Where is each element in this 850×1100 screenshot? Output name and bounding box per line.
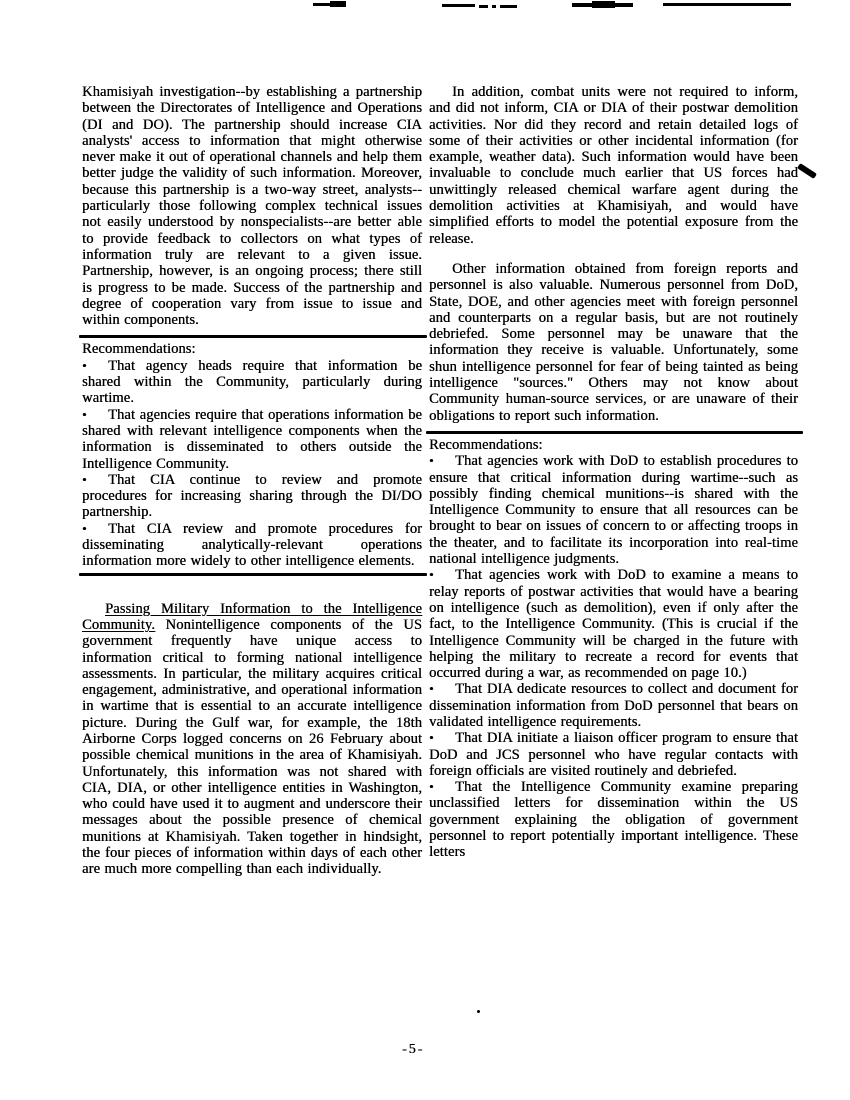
bullet-icon: • — [82, 471, 87, 487]
recommendation-item — [429, 681, 798, 730]
scan-mark — [442, 4, 475, 7]
scan-mark — [330, 1, 346, 7]
bullet-icon: • — [429, 779, 434, 795]
recommendation-text: That agencies work with DoD to establish procedures to ensure that critical information during wartime--such as possibly finding chemical munitions--is shared with the Intelligence Community to ensure that all resources can be brought to bear on issues of concern to or affecting troops in the theater, and to facilitate its incorporation into real-time national intelligence judgments. — [429, 453, 798, 568]
divider-line — [426, 431, 803, 434]
section-body: Nonintelligence components of the US government frequently have unique access to information critical to forming national intelligence assessments. In particular, the military acquires critical engagement, administrative, and operational information in wartime that is essential to an accurate intelligence picture. During the Gulf war, for example, the 18th Airborne Corps logged concerns on 26 February about possible chemical munitions in the area of Khamisiyah. Unfortunately, this information was not shared with CIA, DIA, or other intelligence entities in Washington, who could have used it to augment and underscore their messages about the possible presence of chemical munitions at Khamisiyah. Taken together in hindsight, the four pieces of information within days of each other are much more compelling than each individually. — [82, 616, 422, 878]
divider-line — [79, 335, 427, 338]
recommendation-text: That CIA continue to review and promote procedures for increasing sharing through the DI/DO partnership. — [82, 471, 422, 521]
recommendation-item — [429, 567, 798, 681]
bullet-icon: • — [82, 406, 87, 422]
recommendation-text: That DIA dedicate resources to collect and document for dissemination information from DoD personnel that bears on validated intelligence requirements. — [429, 681, 798, 730]
recommendation-text: That DIA initiate a liaison officer program to ensure that DoD and JCS personnel who have regular contacts with foreign officials are visited routinely and debriefed. — [429, 730, 798, 779]
recommendation-text: That agencies work with DoD to examine a means to relay reports of postwar activities that would have a bearing on intelligence (such as demolition), even if only after the fact, to the Intelligence Community. (This is crucial if the Intelligence Community will be charged in the future with helping the military to recreate a record for events that occurred during a war, as recommended on page 10.) — [429, 567, 798, 682]
paragraph-foreign-reports: Other information obtained from foreign reports and personnel is also valuable. Numerous personnel from DoD, State, DOE, and other agencies meet with foreign personnel and counterparts on a regular basis, but are not routinely debriefed. Some personnel may be unaware that the information they receive is valuable. Unfortunately, some shun intelligence personnel for fear of being tainted as being intelligence "sources." Others may not know about Community human-source services, or are unaware of their obligations to report such information. — [429, 260, 798, 424]
bullet-icon: • — [429, 453, 434, 469]
bullet-icon: • — [429, 681, 434, 697]
recommendation-text: That agencies require that operations information be shared with relevant intelligence components when the information is disseminated to others outside the Intelligence Community. — [82, 406, 422, 472]
paragraph-khamisiyah-partnership: Khamisiyah investigation--by establishing a partnership between the Directorates of Intelligence and Operations (DI and DO). The partnership should increase CIA analysts' access to information that might otherwise never make it out of operational channels and help them better judge the validity of such information. Moreover, because this partnership is a two-way street, analysts--particularly those following complex technical issues not easily understood by nonspecialists--are better able to provide feedback to collectors on what types of information truly are relevant to a given issue. Partnership, however, is an ongoing process; there still is progress to be made. Success of the partnership and degree of cooperation vary from issue to issue and within components. — [82, 84, 422, 329]
scan-mark — [500, 5, 517, 8]
recommendations-list — [429, 453, 798, 860]
bullet-icon: • — [82, 357, 87, 373]
divider-line — [79, 573, 427, 576]
recommendation-text: That the Intelligence Community examine preparing unclassified letters for dissemination within the US government explaining the obligation of government personnel to report potentially important intelligence. These letters — [429, 779, 798, 861]
paragraph-combat-units: In addition, combat units were not required to inform, and did not inform, CIA or DIA of their postwar demolition activities. Nor did they record and retain detailed logs of some of their activities or other incidental information (for example, weather data). Such information would have been invaluable to conclude much earlier that US forces had unwittingly released chemical warfare agent during the demolition activities at Khamisiyah, and would have simplified efforts to model the potential exposure from the release. — [429, 84, 798, 247]
left-column — [82, 84, 422, 878]
recommendation-item — [82, 521, 422, 570]
recommendations-label: Recommendations: — [429, 436, 543, 453]
recommendation-item — [82, 407, 422, 472]
scan-mark — [492, 5, 496, 8]
recommendations-label: Recommendations: — [82, 341, 196, 358]
bullet-icon: • — [82, 520, 87, 536]
scan-mark — [797, 163, 817, 179]
scan-mark — [592, 1, 615, 8]
right-column — [429, 84, 798, 861]
page-number: -5- — [402, 1042, 425, 1057]
section-passing-military-information — [82, 601, 422, 878]
scan-mark — [663, 3, 791, 6]
scan-mark — [477, 1010, 480, 1013]
scan-mark — [479, 5, 488, 8]
bullet-icon: • — [429, 730, 434, 746]
recommendation-item — [82, 358, 422, 407]
recommendation-item — [429, 453, 798, 567]
bullet-icon: • — [429, 567, 434, 583]
recommendation-text: That agency heads require that information be shared within the Community, particularly during wartime. — [82, 357, 422, 407]
recommendation-item — [429, 779, 798, 860]
recommendations-list — [82, 358, 422, 570]
recommendation-text: That CIA review and promote procedures for disseminating analytically-relevant operations information more widely to other intelligence elements. — [82, 520, 422, 570]
recommendation-item — [82, 472, 422, 521]
recommendation-item — [429, 730, 798, 779]
section-heading: Passing Military Information to the Intelligence Community. — [82, 600, 422, 633]
